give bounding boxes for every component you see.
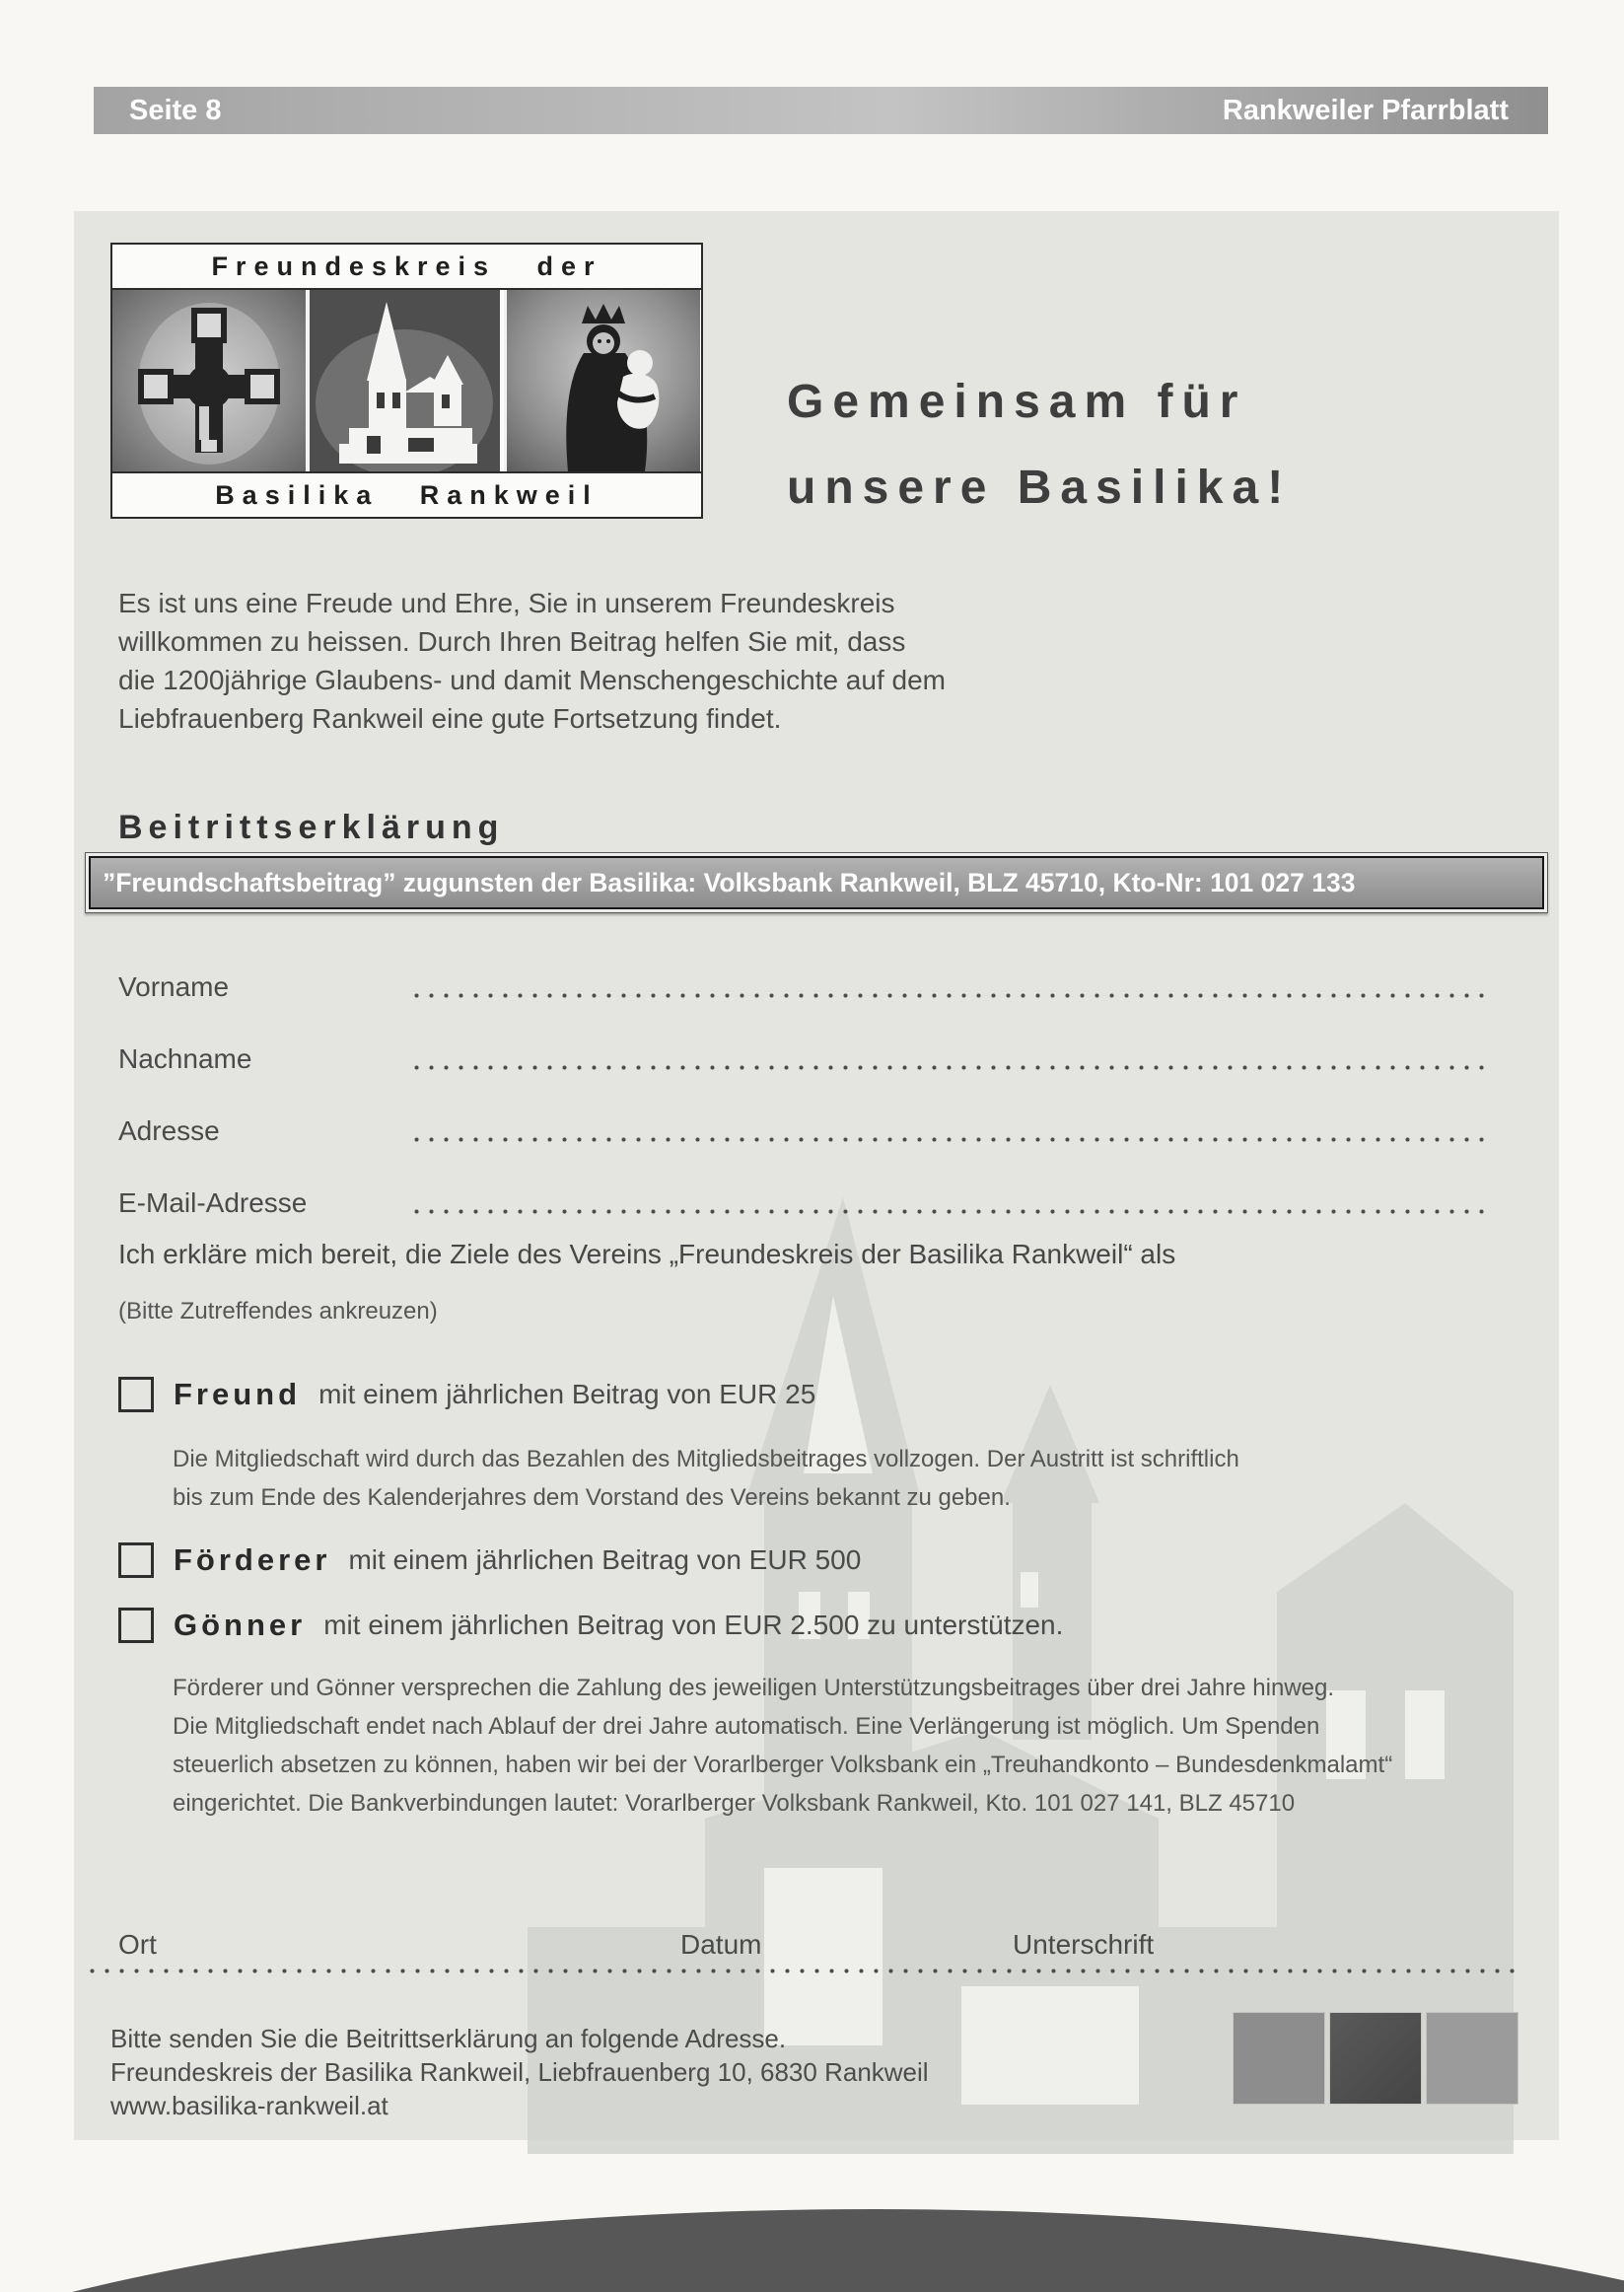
goenner-checkbox[interactable] <box>118 1608 154 1643</box>
option-text: mit einem jährlichen Beitrag von EUR 25 <box>318 1379 816 1409</box>
page-title-line1: Gemeinsam für <box>787 376 1247 428</box>
field-label: E-Mail-Adresse <box>118 1187 308 1218</box>
gray-square-2 <box>1329 2012 1422 2105</box>
description-line: bis zum Ende des Kalenderjahres dem Vorstand des Vereins bekannt zu geben. <box>173 1484 1011 1511</box>
goenner-description <box>173 1669 1392 1823</box>
check-hint-text: (Bitte Zutreffendes ankreuzen) <box>118 1298 438 1325</box>
form-field-adresse <box>118 1115 1533 1155</box>
intro-line: Liebfrauenberg Rankweil eine gute Fortsetzung findet. <box>118 703 782 734</box>
ort-label: Ort <box>118 1929 157 1960</box>
form-field-vorname <box>118 971 1533 1011</box>
field-label: Adresse <box>118 1115 220 1146</box>
gray-square-3 <box>1426 2012 1518 2105</box>
mailing-address <box>110 2022 929 2122</box>
description-line: Förderer und Gönner versprechen die Zahlung des jeweiligen Unterstützungsbeitrages über drei Jahre hinweg. <box>173 1675 1335 1701</box>
nachname-write-in-line[interactable] <box>414 1065 1491 1070</box>
intro-line: willkommen zu heissen. Durch Ihren Beitrag helfen Sie mit, dass <box>118 626 906 657</box>
unterschrift-label: Unterschrift <box>1013 1929 1155 1960</box>
page-header-bar <box>94 87 1548 134</box>
freund-checkbox[interactable] <box>118 1377 154 1412</box>
option-label: Gönner <box>174 1608 307 1642</box>
logo-bottom-caption: Basilika Rankweil <box>112 471 701 517</box>
declaration-text: Ich erkläre mich bereit, die Ziele des Vereins „Freundeskreis der Basilika Rankweil“ als <box>118 1239 1176 1269</box>
intro-paragraph <box>118 584 946 738</box>
cross-image <box>112 290 307 471</box>
bank-details-banner <box>85 852 1548 913</box>
description-line: steuerlich absetzen zu können, haben wir bei der Vorarlberger Volksbank ein „Treuhandkonto – Bundesdenkmalamt“ <box>173 1752 1393 1778</box>
field-label: Vorname <box>118 971 230 1002</box>
option-row-foerderer <box>118 1542 861 1578</box>
bank-details-text: ”Freundschaftsbeitrag” zugunsten der Basilika: Volksbank Rankweil, BLZ 45710, Kto-Nr: 101 027 133 <box>89 856 1544 909</box>
footer-line: Freundeskreis der Basilika Rankweil, Liebfrauenberg 10, 6830 Rankweil <box>110 2057 929 2087</box>
footer-line: Bitte senden Sie die Beitrittserklärung an folgende Adresse. <box>110 2024 787 2053</box>
section-heading: Beitrittserklärung <box>118 809 505 846</box>
option-label: Förderer <box>174 1542 331 1577</box>
vorname-write-in-line[interactable] <box>414 993 1491 998</box>
basilica-watermark-image <box>409 1178 1553 2154</box>
content-area <box>74 211 1559 2140</box>
datum-label: Datum <box>680 1929 762 1960</box>
description-line: Die Mitgliedschaft wird durch das Bezahlen des Mitgliedsbeitrages vollzogen. Der Austritt ist schriftlich <box>173 1446 1239 1472</box>
intro-line: Es ist uns eine Freude und Ehre, Sie in unserem Freundeskreis <box>118 588 895 618</box>
description-line: Die Mitgliedschaft endet nach Ablauf der drei Jahre automatisch. Eine Verlängerung ist möglich. Um Spenden <box>173 1713 1320 1740</box>
option-row-goenner <box>118 1608 1063 1643</box>
friends-club-logo <box>110 243 703 519</box>
gray-square-1 <box>1233 2012 1325 2105</box>
website-url: www.basilika-rankweil.at <box>110 2091 388 2120</box>
email-write-in-line[interactable] <box>414 1209 1491 1214</box>
page-title <box>787 359 1292 531</box>
option-row-freund <box>118 1377 815 1412</box>
form-field-email <box>118 1187 1533 1227</box>
basilica-image <box>307 290 504 471</box>
field-label: Nachname <box>118 1043 252 1074</box>
adresse-write-in-line[interactable] <box>414 1137 1491 1142</box>
foerderer-checkbox[interactable] <box>118 1542 154 1578</box>
description-line: eingerichtet. Die Bankverbindungen lautet: Vorarlberger Volksbank Rankweil, Kto. 101 027 141, BLZ 45710 <box>173 1790 1296 1817</box>
option-label: Freund <box>174 1377 302 1411</box>
madonna-image <box>504 290 701 471</box>
freund-description <box>173 1440 1239 1517</box>
publication-title: Rankweiler Pfarrblatt <box>1222 94 1509 126</box>
option-text: mit einem jährlichen Beitrag von EUR 2.500 zu unterstützen. <box>323 1610 1064 1640</box>
signature-write-in-line[interactable] <box>90 1969 1521 1973</box>
bottom-dome-graphic <box>0 2209 1624 2292</box>
page-number: Seite 8 <box>129 94 222 126</box>
logo-top-caption: Freundeskreis der <box>112 245 701 290</box>
color-squares <box>1233 2012 1518 2105</box>
form-field-nachname <box>118 1043 1533 1083</box>
option-text: mit einem jährlichen Beitrag von EUR 500 <box>348 1544 862 1575</box>
intro-line: die 1200jährige Glaubens- und damit Menschengeschichte auf dem <box>118 665 946 695</box>
page-title-line2: unsere Basilika! <box>787 462 1293 514</box>
